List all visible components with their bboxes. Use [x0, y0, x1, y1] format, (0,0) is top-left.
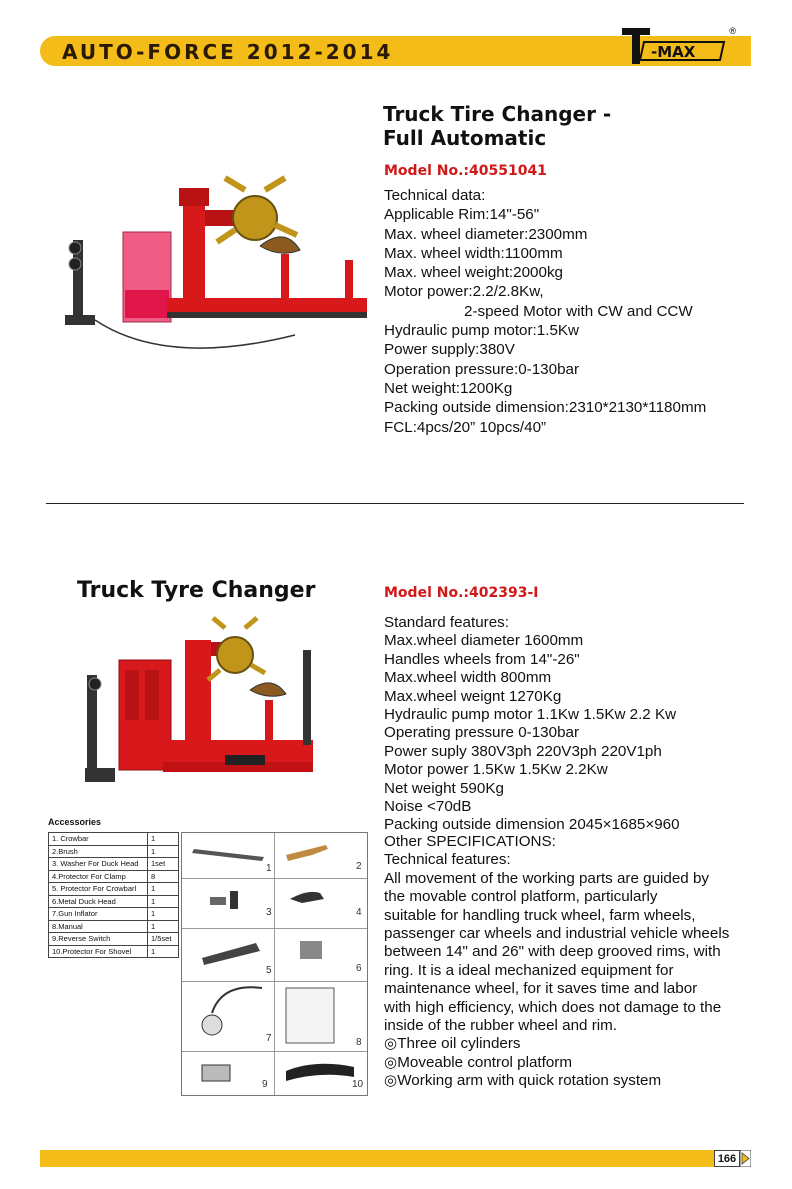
product1-machine-image — [55, 170, 375, 360]
product2-other-specs: Other SPECIFICATIONS: Technical features: All movement of the working parts are guided by the movable control platform, particularly suitable for handling truck wheel, farm wheels, passenger car wheels and industrial vehicle wheels between 14" and 26" with deep grooved rims, with ring. It is a ideal mechanized equipment for maintenance wheel, for it saves time and labor with high efficiency, which does not damage to the inside of the rubber wheel and rim. ◎Three oil cylinders ◎Moveable control platform ◎Working arm with quick rotation system — [384, 833, 730, 1090]
product2-title: Truck Tyre Changer — [77, 578, 316, 603]
accessories-image-grid — [181, 832, 368, 1096]
product1-model: Model No.:40551041 — [384, 163, 547, 179]
accessory-number: 9 — [262, 1079, 268, 1090]
footer-bar — [40, 1150, 751, 1167]
table-row: 10.Protector For Shovel 1 — [49, 945, 179, 958]
product1-specs: Technical data: Applicable Rim:14"-56" Max. wheel diameter:2300mm Max. wheel width:1100mm Max. wheel weight:2000kg Motor power:2.2/2.8Kw, 2-speed Motor with CW and CCW Hydraulic pump motor:1.5Kw Power supply:380V Operation pressure:0-130bar Net weight:1200Kg Packing outside dimension:2310*2130*1180mm FCL:4pcs/20” 10pcs/40” — [384, 187, 707, 436]
accessory-number: 3 — [266, 907, 272, 918]
product1-title: Truck Tire Changer - Full Automatic — [383, 102, 612, 150]
accessories-table — [48, 832, 179, 958]
product2-model: Model No.:402393-I — [384, 585, 539, 601]
table-row: 4.Protector For Clamp 8 — [49, 870, 179, 883]
table-row: 7.Gun Inflator 1 — [49, 908, 179, 921]
table-row: 2.Brush 1 — [49, 845, 179, 858]
table-row: 1. Crowbar 1 — [49, 833, 179, 846]
page-arrow-icon — [740, 1150, 751, 1167]
table-row: 9.Reverse Switch 1/5set — [49, 933, 179, 946]
header-title: AUTO-FORCE 2012-2014 — [62, 40, 394, 64]
section-divider — [46, 503, 744, 504]
accessory-number: 6 — [356, 963, 362, 974]
accessory-number: 10 — [352, 1079, 364, 1090]
accessory-number: 1 — [266, 863, 272, 874]
accessory-number: 7 — [266, 1033, 272, 1044]
table-row: 5. Protector For Crowbarl 1 — [49, 883, 179, 896]
table-row: 6.Metal Duck Head 1 — [49, 895, 179, 908]
brand-logo: -MAX ® — [618, 24, 730, 68]
table-row: 3. Washer For Duck Head 1set — [49, 858, 179, 871]
product2-specs: Standard features: Max.wheel diameter 1600mm Handles wheels from 14"-26" Max.wheel width 800mm Max.wheel weignt 1270Kg Hydraulic pump motor 1.1Kw 1.5Kw 2.2 Kw Operating pressure 0-130bar Power suply 380V3ph 220V3ph 220V1ph Motor power 1.5Kw 1.5Kw 2.2Kw Net weight 590Kg Noise <70dB Packing outside dimension 2045×1685×960 — [384, 614, 680, 834]
table-row: 8.Manual 1 — [49, 920, 179, 933]
product2-machine-image — [75, 610, 335, 810]
svg-text:-MAX: -MAX — [651, 43, 696, 61]
page-number: 166 — [714, 1150, 740, 1167]
accessory-number: 2 — [356, 861, 362, 872]
accessory-illustrations — [182, 833, 367, 1095]
accessories-title: Accessories — [48, 817, 102, 827]
accessory-number: 8 — [356, 1037, 362, 1048]
accessory-number: 4 — [356, 907, 362, 918]
accessory-number: 5 — [266, 965, 272, 976]
